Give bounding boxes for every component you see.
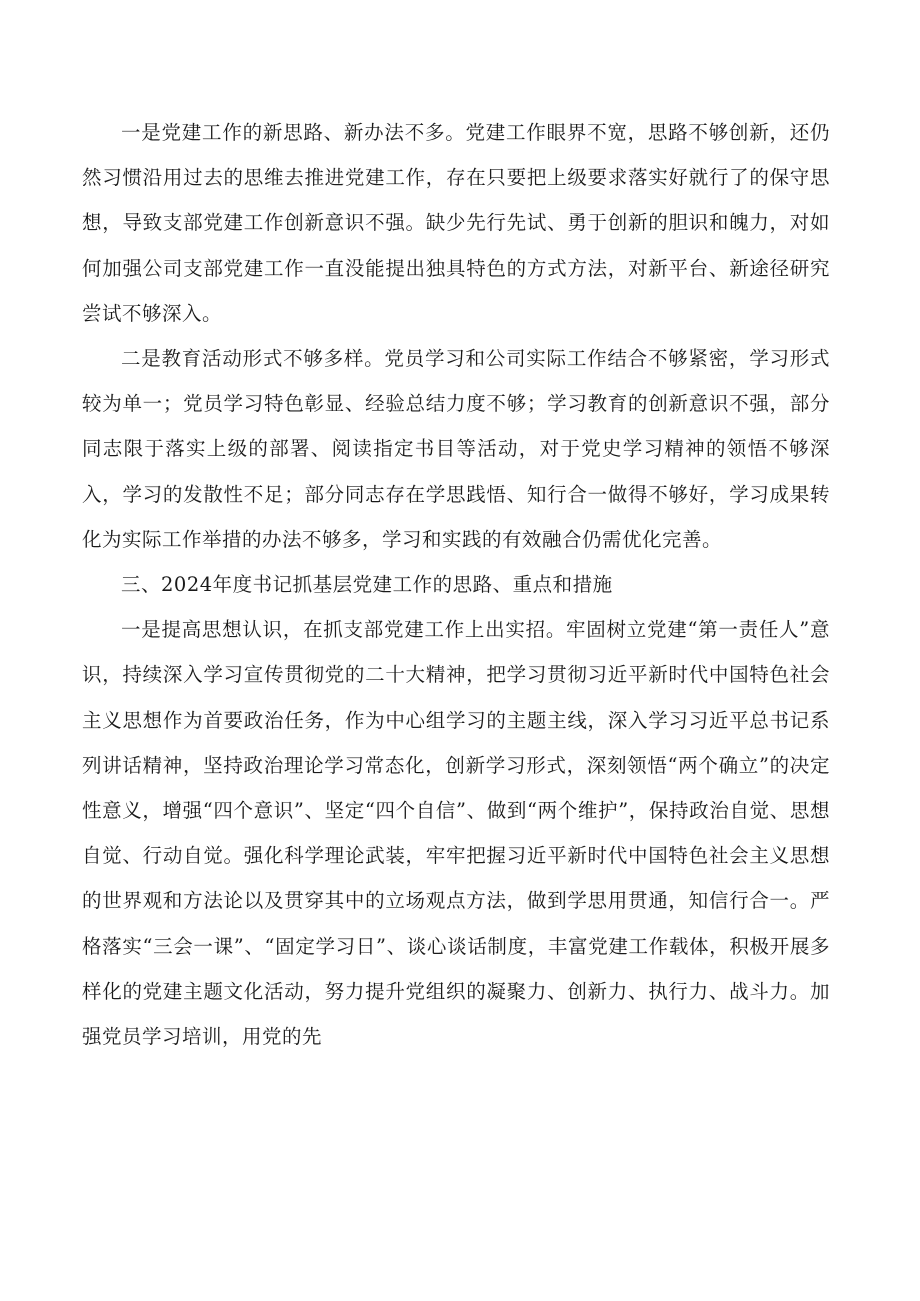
paragraph-education-activities: 二是教育活动形式不够多样。党员学习和公司实际工作结合不够紧密，学习形式较为单一；党员学习特色彰显、经验总结力度不够；学习教育的创新意识不强，部分同志限于落实上级的部署、阅读指定书目等活动，对于党史学习精神的领悟不够深入，学习的发散性不足；部分同志存在学思践悟、知行合一做得不够好，学习成果转化为实际工作举措的办法不够多，学习和实践的有效融合仍需优化完善。 — [82, 347, 830, 551]
paragraph-party-building-ideas: 一是党建工作的新思路、新办法不多。党建工作眼界不宽，思路不够创新，还仍然习惯沿用过去的思维去推进党建工作，存在只要把上级要求落实好就行了的保守思想，导致支部党建工作创新意识不强。缺少先行先试、勇于创新的胆识和魄力，对如何加强公司支部党建工作一直没能提出独具特色的方式方法，对新平台、新途径研究尝试不够深入。 — [82, 121, 830, 325]
section-heading-2024-plan: 三、2024年度书记抓基层党建工作的思路、重点和措施 — [121, 573, 613, 597]
paragraph-improve-thinking: 一是提高思想认识，在抓支部党建工作上出实招。牢固树立党建“第一责任人”意识，持续深入学习宣传贯彻党的二十大精神，把学习贯彻习近平新时代中国特色社会主义思想作为首要政治任务，作为中心组学习的主题主线，深入学习习近平总书记系列讲话精神，坚持政治理论学习常态化，创新学习形式，深刻领悟“两个确立”的决定性意义，增强“四个意识”、坚定“四个自信”、做到“两个维护”，保持政治自觉、思想自觉、行动自觉。强化科学理论武装，牢牢把握习近平新时代中国特色社会主义思想的世界观和方法论以及贯穿其中的立场观点方法，做到学思用贯通，知信行合一。严格落实“三会一课”、“固定学习日”、谈心谈话制度，丰富党建工作载体，积极开展多样化的党建主题文化活动，努力提升党组织的凝聚力、创新力、执行力、战斗力。加强党员学习培训，用党的先 — [82, 618, 830, 1049]
